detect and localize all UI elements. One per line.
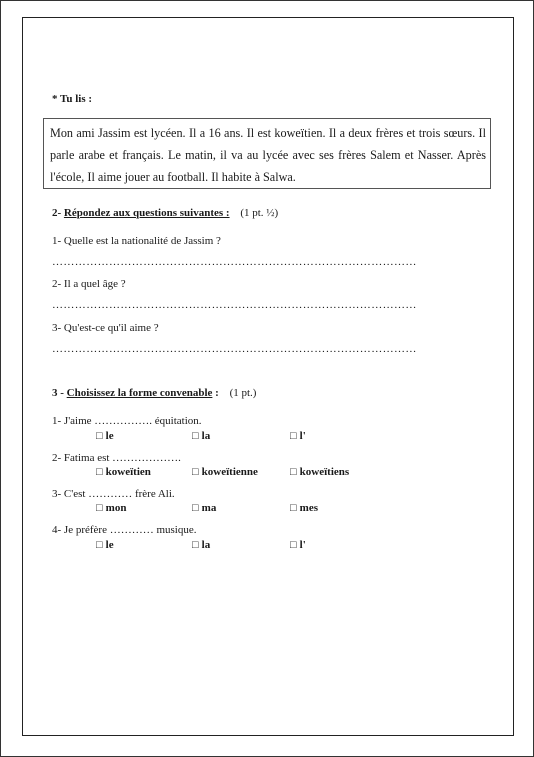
section3-colon: :: [212, 387, 219, 399]
choice-item-4-option-1[interactable]: □ le: [96, 539, 114, 551]
checkbox-icon[interactable]: □: [96, 539, 103, 551]
checkbox-icon[interactable]: □: [290, 430, 297, 442]
checkbox-icon[interactable]: □: [96, 466, 103, 478]
checkbox-icon[interactable]: □: [290, 502, 297, 514]
choice-item-3-option-2[interactable]: □ ma: [192, 502, 217, 514]
section3-heading: [52, 387, 256, 399]
section3-number: 3 -: [52, 387, 64, 399]
checkbox-icon[interactable]: □: [192, 466, 199, 478]
section2-title: Répondez aux questions suivantes :: [63, 207, 230, 219]
checkbox-icon[interactable]: □: [290, 466, 297, 478]
choice-item-3-option-3[interactable]: □ mes: [290, 502, 318, 514]
checkbox-icon[interactable]: □: [192, 430, 199, 442]
answer-line-2[interactable]: ……………………………………………………………………………………: [52, 299, 417, 311]
choice-item-1-option-3[interactable]: □ l': [290, 430, 306, 442]
section2-number: 2-: [52, 207, 62, 219]
choice-item-2-option-3[interactable]: □ koweïtiens: [290, 466, 350, 478]
choice-item-2-prompt: 2- Fatima est ……………….: [52, 452, 181, 464]
choice-item-2-option-2[interactable]: □ koweïtienne: [192, 466, 258, 478]
checkbox-icon[interactable]: □: [290, 539, 297, 551]
answer-line-3[interactable]: ……………………………………………………………………………………: [52, 343, 417, 355]
reading-passage: Mon ami Jassim est lycéen. Il a 16 ans. Il est koweïtien. Il a deux frères et trois sœurs. Il parle arabe et français. Le matin, il va au lycée avec ses frères Salem et Nasser. Après l'école, Il aime jouer au football. Il habite à Salwa.: [43, 118, 491, 189]
checkbox-icon[interactable]: □: [96, 430, 103, 442]
reading-heading: * Tu lis :: [52, 93, 93, 105]
choice-item-4-option-2[interactable]: □ la: [192, 539, 211, 551]
question-2: 2- Il a quel âge ?: [52, 278, 126, 290]
choice-item-4-prompt: 4- Je préfère ………… musique.: [52, 524, 197, 536]
question-3: 3- Qu'est-ce qu'il aime ?: [52, 322, 159, 334]
section3-title: Choisissez la forme convenable: [66, 387, 213, 399]
choice-item-1-option-2[interactable]: □ la: [192, 430, 211, 442]
section2-points: (1 pt. ½): [240, 207, 279, 219]
checkbox-icon[interactable]: □: [192, 502, 199, 514]
choice-item-1-option-1[interactable]: □ le: [96, 430, 114, 442]
choice-item-3-option-1[interactable]: □ mon: [96, 502, 127, 514]
question-1: 1- Quelle est la nationalité de Jassim ?: [52, 235, 221, 247]
checkbox-icon[interactable]: □: [192, 539, 199, 551]
choice-item-1-prompt: 1- J'aime ……………. équitation.: [52, 415, 202, 427]
answer-line-1[interactable]: ……………………………………………………………………………………: [52, 256, 417, 268]
choice-item-3-prompt: 3- C'est ………… frère Ali.: [52, 488, 175, 500]
checkbox-icon[interactable]: □: [96, 502, 103, 514]
section3-points: (1 pt.): [229, 387, 257, 399]
choice-item-2-option-1[interactable]: □ koweïtien: [96, 466, 151, 478]
choice-item-4-option-3[interactable]: □ l': [290, 539, 306, 551]
section2-heading: [52, 207, 278, 219]
